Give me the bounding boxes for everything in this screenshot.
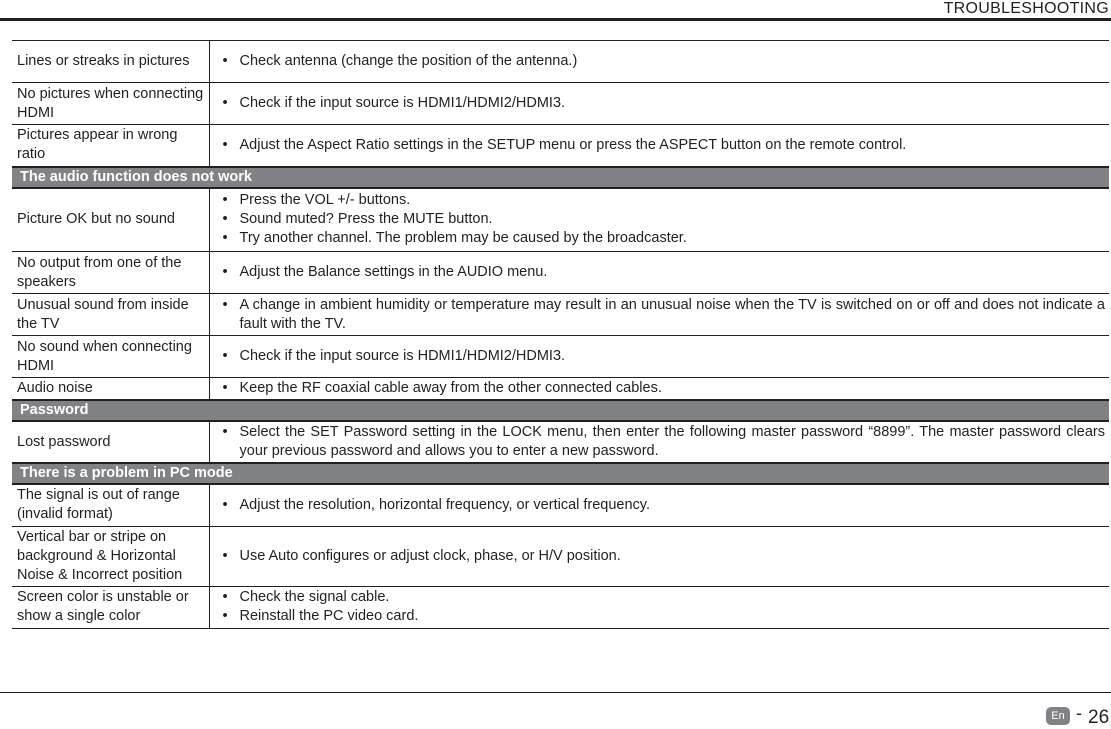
troubleshooting-row (12, 526, 1109, 586)
troubleshooting-table-body (12, 41, 1109, 629)
solution-list (220, 191, 1106, 248)
problem-cell: No sound when connecting HDMI (12, 336, 209, 378)
solution-item: • Press the VOL +/- buttons. (220, 191, 1106, 210)
problem-cell: Audio noise (12, 378, 209, 401)
solution-list (220, 547, 1106, 566)
solution-cell (209, 421, 1109, 463)
solution-item: • Check antenna (change the position of the antenna.) (220, 52, 1106, 71)
solution-cell (209, 41, 1109, 83)
solution-cell (209, 83, 1109, 125)
header-divider (0, 18, 1111, 21)
solution-list (220, 423, 1106, 461)
page-number: 26 (1088, 707, 1110, 728)
troubleshooting-row (12, 484, 1109, 526)
solution-item: • Adjust the resolution, horizontal frequency, or vertical frequency. (220, 496, 1106, 515)
solution-list (220, 296, 1106, 334)
troubleshooting-row (12, 294, 1109, 336)
solution-item: • Reinstall the PC video card. (220, 607, 1106, 626)
problem-cell: Lines or streaks in pictures (12, 41, 209, 83)
solution-item: • Adjust the Aspect Ratio settings in the SETUP menu or press the ASPECT button on the remote control. (220, 136, 1106, 155)
troubleshooting-row (12, 83, 1109, 125)
problem-cell: No output from one of the speakers (12, 252, 209, 294)
solution-item: • Sound muted? Press the MUTE button. (220, 210, 1106, 229)
solution-item: • Use Auto configures or adjust clock, phase, or H/V position. (220, 547, 1106, 566)
page-separator: - (1076, 703, 1082, 723)
solution-list (220, 347, 1106, 366)
section-header-row (12, 463, 1109, 484)
troubleshooting-row (12, 41, 1109, 83)
solution-list (220, 263, 1106, 282)
solution-cell (209, 484, 1109, 526)
solution-list (220, 94, 1106, 113)
troubleshooting-row (12, 252, 1109, 294)
solution-item: • Check the signal cable. (220, 588, 1106, 607)
troubleshooting-row (12, 421, 1109, 463)
solution-list (220, 588, 1106, 626)
problem-cell: Vertical bar or stripe on background & Horizontal Noise & Incorrect position (12, 526, 209, 586)
solution-item: • Check if the input source is HDMI1/HDMI2/HDMI3. (220, 347, 1106, 366)
solution-list (220, 379, 1106, 398)
section-title: The audio function does not work (12, 167, 1109, 188)
problem-cell: Lost password (12, 421, 209, 463)
language-badge: En (1046, 707, 1070, 725)
solution-list (220, 136, 1106, 155)
troubleshooting-row (12, 336, 1109, 378)
troubleshooting-table (12, 40, 1109, 629)
troubleshooting-row (12, 188, 1109, 252)
solution-cell (209, 188, 1109, 252)
problem-cell: Screen color is unstable or show a single color (12, 586, 209, 628)
solution-cell (209, 378, 1109, 401)
section-title: Password (12, 400, 1109, 421)
solution-cell (209, 526, 1109, 586)
solution-cell (209, 125, 1109, 167)
problem-cell: Picture OK but no sound (12, 188, 209, 252)
problem-cell: Pictures appear in wrong ratio (12, 125, 209, 167)
solution-cell (209, 336, 1109, 378)
troubleshooting-row (12, 586, 1109, 628)
solution-item: • A change in ambient humidity or temperature may result in an unusual noise when the TV is switched on or off and does not indicate a fault with the TV. (220, 296, 1106, 334)
solution-cell (209, 294, 1109, 336)
solution-item: • Try another channel. The problem may be caused by the broadcaster. (220, 229, 1106, 248)
troubleshooting-row (12, 378, 1109, 401)
troubleshooting-row (12, 125, 1109, 167)
section-header-row (12, 167, 1109, 188)
solution-item: • Adjust the Balance settings in the AUDIO menu. (220, 263, 1106, 282)
solution-item: • Select the SET Password setting in the LOCK menu, then enter the following master password “8899”. The master password clears your previous password and allows you to enter a new password. (220, 423, 1106, 461)
solution-list (220, 52, 1106, 71)
solution-list (220, 496, 1106, 515)
problem-cell: The signal is out of range (invalid format) (12, 484, 209, 526)
problem-cell: No pictures when connecting HDMI (12, 83, 209, 125)
page-section-title: TROUBLESHOOTING (943, 0, 1109, 17)
section-title: There is a problem in PC mode (12, 463, 1109, 484)
solution-cell (209, 586, 1109, 628)
solution-item: • Keep the RF coaxial cable away from the other connected cables. (220, 379, 1106, 398)
solution-item: • Check if the input source is HDMI1/HDMI2/HDMI3. (220, 94, 1106, 113)
section-header-row (12, 400, 1109, 421)
problem-cell: Unusual sound from inside the TV (12, 294, 209, 336)
solution-cell (209, 252, 1109, 294)
footer-divider (0, 692, 1111, 693)
